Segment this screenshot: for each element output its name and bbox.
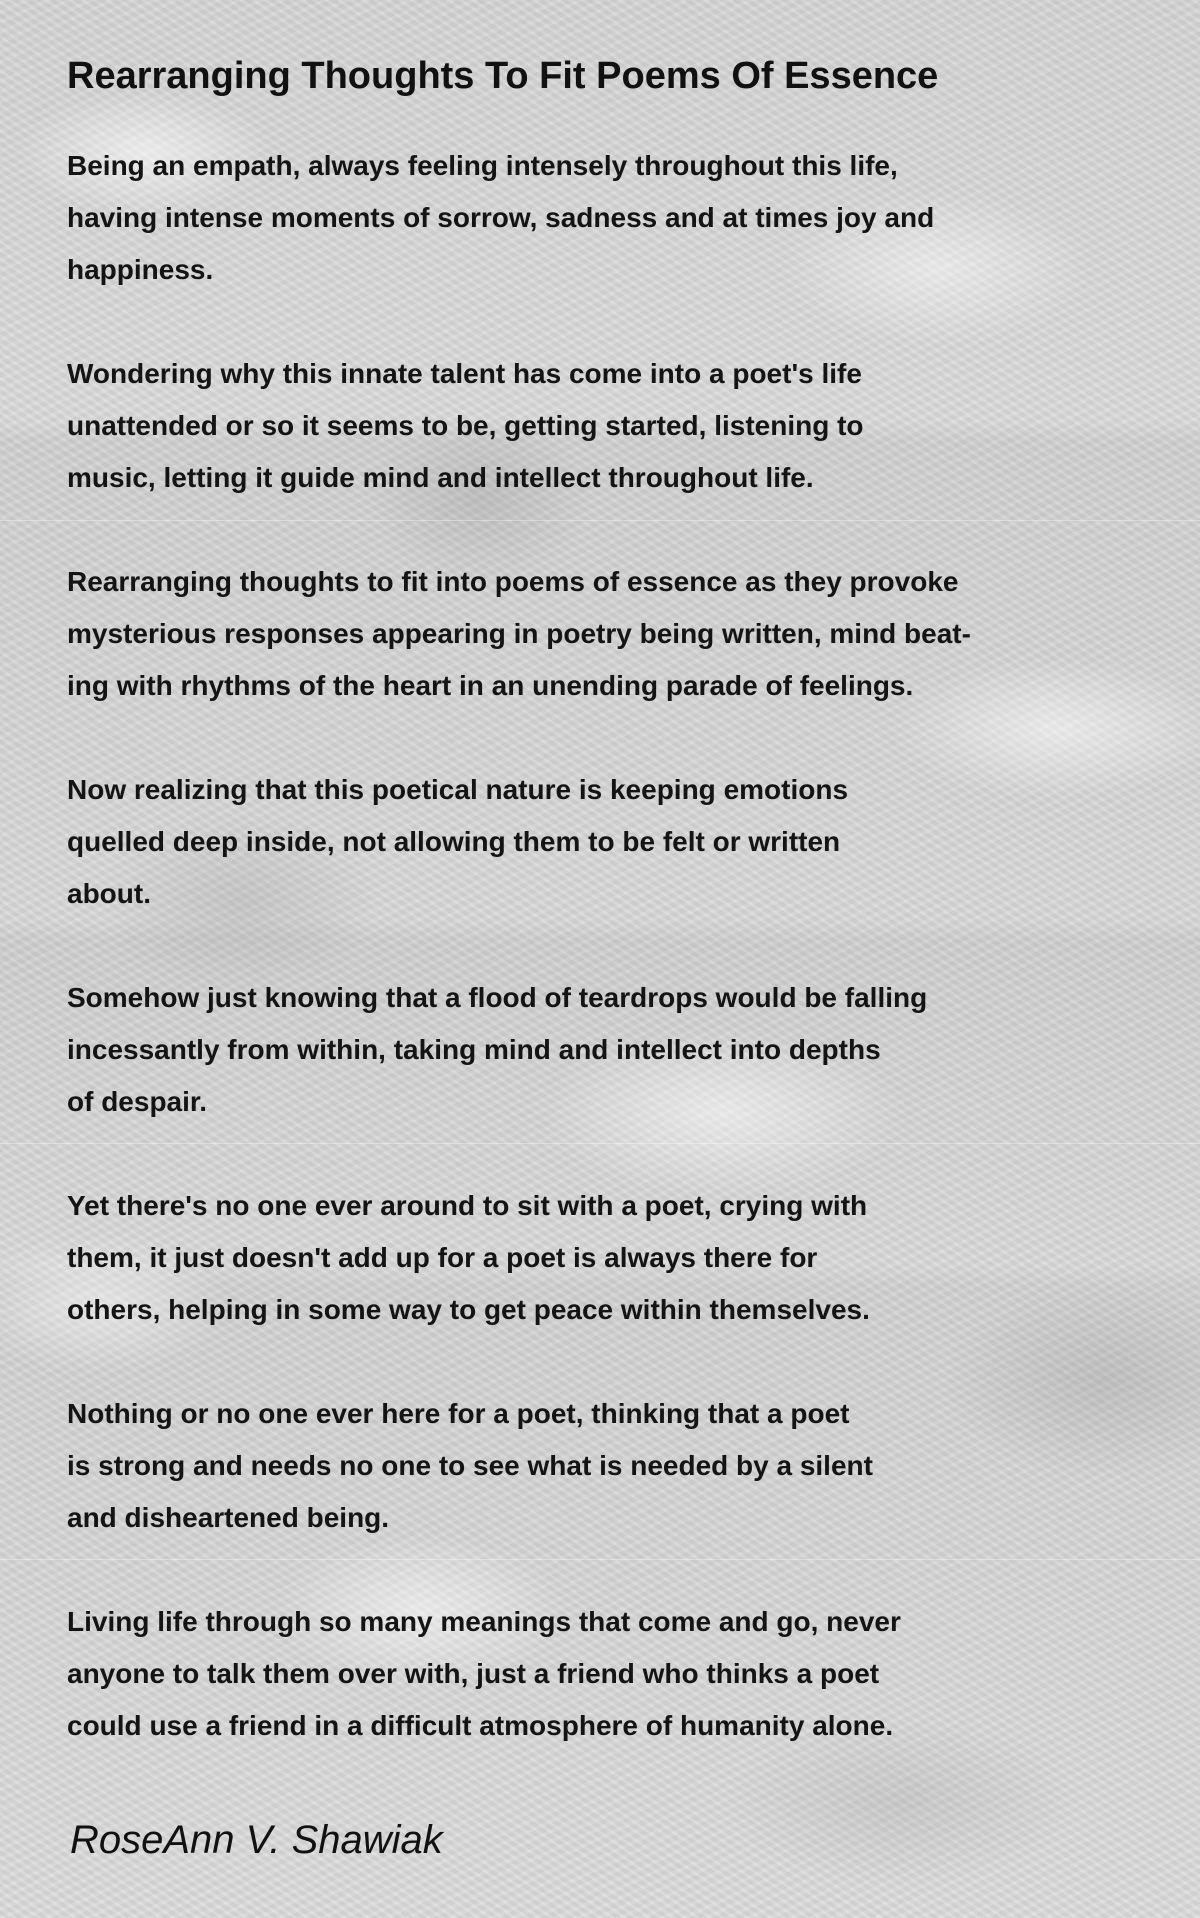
poem <box>67 44 1147 1804</box>
stanza-3 <box>67 556 1147 712</box>
poem-line: ing with rhythms of the heart in an unending parade of feelings. <box>67 670 914 701</box>
poem-line: could use a friend in a difficult atmosphere of humanity alone. <box>67 1710 894 1741</box>
poem-line: incessantly from within, taking mind and intellect into depths <box>67 1034 881 1065</box>
poem-line: Being an empath, always feeling intensely throughout this life, <box>67 150 898 181</box>
poem-title: Rearranging Thoughts To Fit Poems Of Essence <box>67 55 939 97</box>
poem-line: mysterious responses appearing in poetry being written, mind beat- <box>67 618 971 649</box>
poem-line: Living life through so many meanings that come and go, never <box>67 1606 901 1637</box>
poem-line: happiness. <box>67 254 214 285</box>
poem-line: is strong and needs no one to see what is needed by a silent <box>67 1450 873 1481</box>
poem-line: Yet there's no one ever around to sit with a poet, crying with <box>67 1190 868 1221</box>
stanza-5 <box>67 972 1147 1128</box>
stanza-6 <box>67 1180 1147 1336</box>
poem-line: about. <box>67 878 151 909</box>
poem-line: quelled deep inside, not allowing them to be felt or written <box>67 826 841 857</box>
poem-body <box>67 140 1147 1752</box>
poem-line: Somehow just knowing that a flood of teardrops would be falling <box>67 982 928 1013</box>
stanza-8 <box>67 1596 1147 1752</box>
poem-line: anyone to talk them over with, just a friend who thinks a poet <box>67 1658 880 1689</box>
stanza-7 <box>67 1388 1147 1544</box>
poem-line: Nothing or no one ever here for a poet, thinking that a poet <box>67 1398 850 1429</box>
stanza-1 <box>67 140 1147 296</box>
stanza-2 <box>67 348 1147 504</box>
poem-line: unattended or so it seems to be, getting started, listening to <box>67 410 864 441</box>
poem-line: and disheartened being. <box>67 1502 390 1533</box>
poem-line: Rearranging thoughts to fit into poems of essence as they provoke <box>67 566 959 597</box>
poem-line: having intense moments of sorrow, sadness and at times joy and <box>67 202 935 233</box>
poem-line: others, helping in some way to get peace within themselves. <box>67 1294 870 1325</box>
poem-line: of despair. <box>67 1086 208 1117</box>
stanza-4 <box>67 764 1147 920</box>
poem-line: Wondering why this innate talent has come into a poet's life <box>67 358 862 389</box>
author-name: RoseAnn V. Shawiak <box>70 1818 443 1862</box>
poem-line: music, letting it guide mind and intellect throughout life. <box>67 462 814 493</box>
poem-line: them, it just doesn't add up for a poet is always there for <box>67 1242 818 1273</box>
poem-line: Now realizing that this poetical nature is keeping emotions <box>67 774 849 805</box>
